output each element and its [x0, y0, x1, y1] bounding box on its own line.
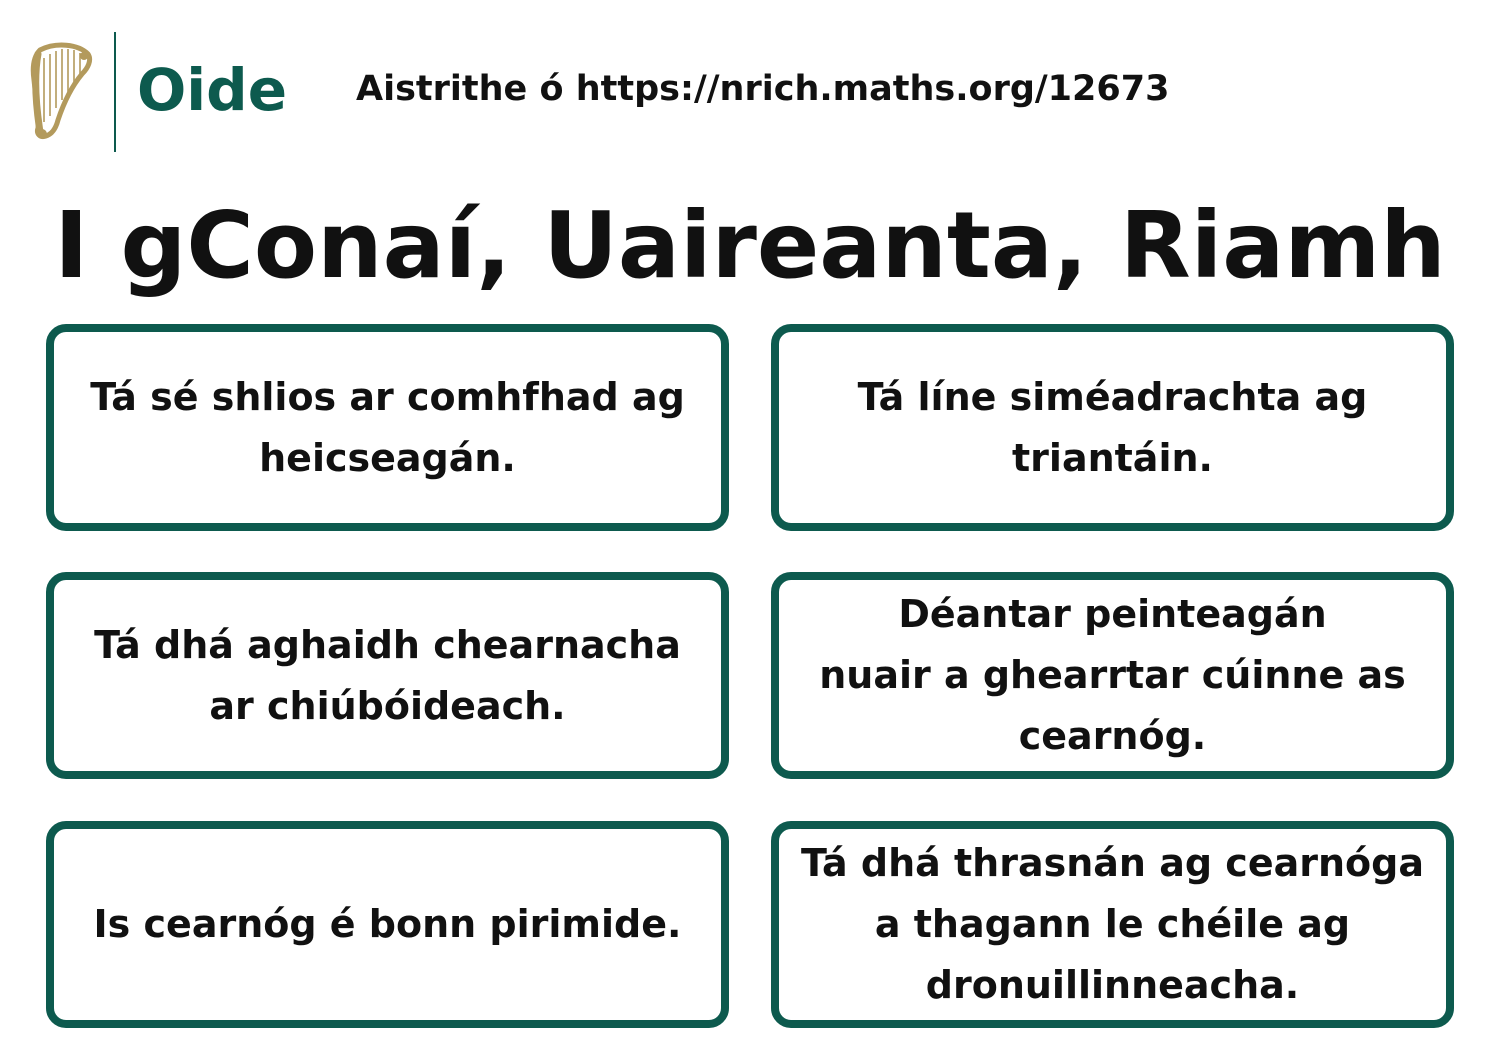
- statement-card[interactable]: [771, 324, 1454, 531]
- header: [0, 0, 1500, 170]
- brand-name: Oide: [137, 56, 288, 124]
- statement-card[interactable]: [771, 821, 1454, 1028]
- statement-text: Déantar peinteagán nuair a ghearrtar cúinne as cearnóg.: [819, 592, 1406, 758]
- statement-text: Tá líne siméadrachta ag triantáin.: [857, 374, 1368, 480]
- statement-text: Tá dhá aghaidh chearnacha ar chiúbóideach.: [94, 622, 681, 728]
- statement-card[interactable]: [46, 821, 729, 1028]
- harp-icon: [26, 40, 94, 142]
- header-divider: [114, 32, 116, 152]
- statement-card[interactable]: [46, 572, 729, 779]
- page-title: I gConaí, Uaireanta, Riamh: [54, 192, 1446, 299]
- statement-text: Is cearnóg é bonn pirimide.: [93, 902, 682, 946]
- statement-text: Tá sé shlios ar comhfhad ag heicseagán.: [90, 374, 685, 480]
- statement-card[interactable]: [46, 324, 729, 531]
- source-attribution: Aistrithe ó https://nrich.maths.org/12673: [356, 69, 1170, 109]
- statement-card[interactable]: [771, 572, 1454, 779]
- statement-text: Tá dhá thrasnán ag cearnóga a thagann le chéile ag dronuillinneacha.: [801, 841, 1424, 1007]
